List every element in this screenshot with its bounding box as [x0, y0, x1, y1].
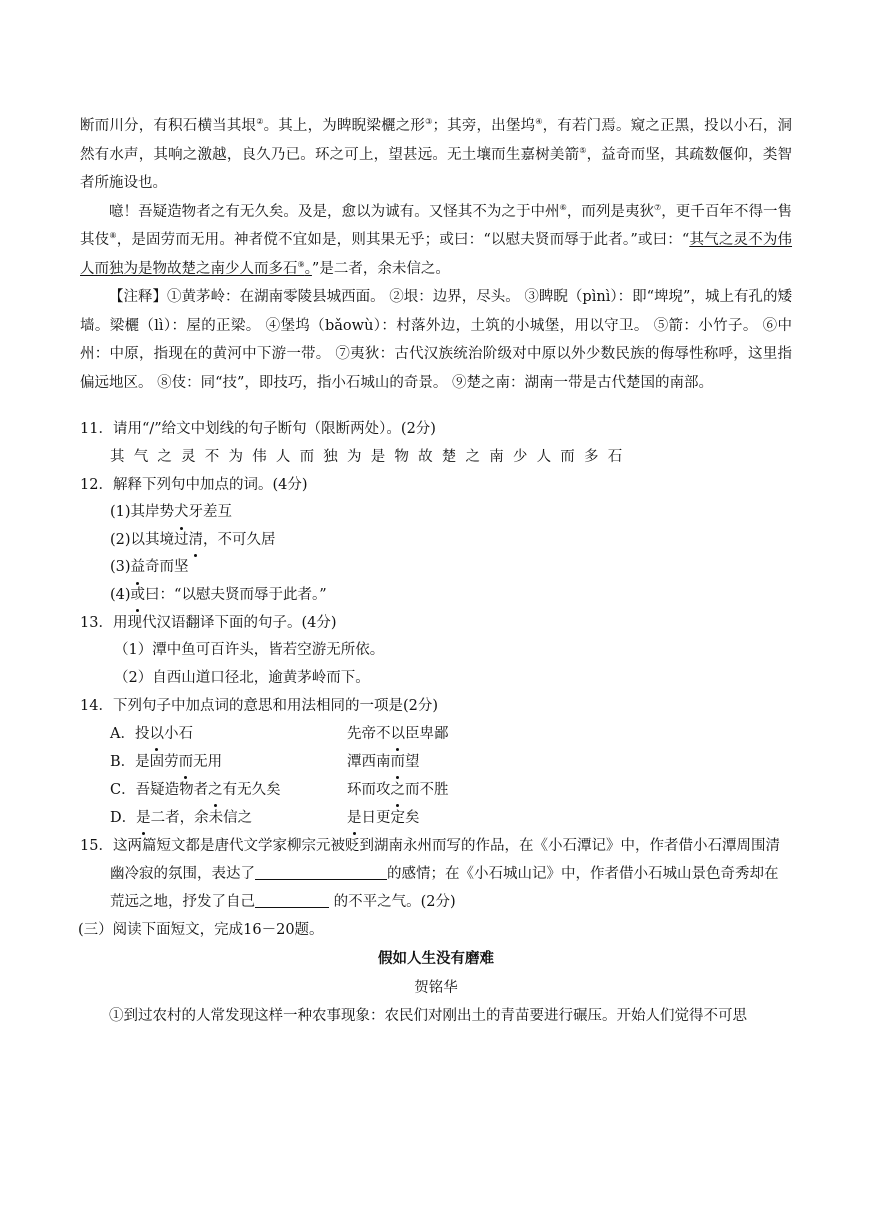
footnote-mark: ⑤: [579, 145, 587, 155]
text: ，而列是夷狄: [566, 203, 655, 220]
option-right: [347, 804, 420, 832]
text: (3): [110, 559, 131, 575]
question-15: [80, 832, 792, 916]
question-14-option-d: [80, 804, 792, 832]
passage-paragraph-2: [80, 198, 792, 284]
text: 日更定矣: [361, 810, 420, 826]
text: 二者，余未信之: [150, 810, 253, 826]
option-left: [110, 720, 347, 748]
text: A．投: [110, 726, 150, 742]
text: 15．这两篇短文都是唐代文学家柳宗元被贬到湖南永州而写的作品，在《小石潭记》中，作者借小石潭周围清幽冷寂的氛围，表达了: [80, 838, 780, 882]
question-11-sentence: 其气之灵不为伟人而独为是物故楚之南少人而多石: [110, 449, 632, 465]
dotted-word: 之: [208, 776, 223, 804]
question-12-item-1: [80, 499, 792, 527]
footnote-mark: ⑧: [109, 231, 117, 241]
text: 臣卑鄙: [405, 726, 449, 742]
text: ，是固劳而无用。神者傥不宜如是，则其果无乎；或曰：“以慰夫贤而辱于此者。”或曰：“: [116, 232, 690, 248]
footnote-mark: ⑨: [297, 259, 305, 269]
question-13-stem: 13．用现代汉语翻译下面的句子。(4分): [80, 615, 337, 631]
text: 潭西南: [347, 754, 391, 770]
question-12-item-2: [80, 527, 792, 555]
footnote-mark: ⑥: [559, 202, 567, 212]
text: 无用: [193, 754, 223, 770]
dotted-word: 以: [149, 720, 164, 748]
answer-blank-2[interactable]: [255, 893, 329, 908]
article-title: 假如人生没有磨难: [378, 950, 494, 967]
option-left: [110, 776, 347, 804]
dotted-word: 或: [131, 582, 146, 610]
text: ”是二者，余未信之。: [311, 260, 450, 277]
article-author: 贺铭华: [414, 980, 458, 996]
text: 环而攻: [347, 782, 391, 798]
question-12-item-3: [80, 554, 792, 582]
dotted-word: 清: [189, 527, 204, 555]
answer-blank-1[interactable]: [255, 865, 387, 880]
question-12-item-4: [80, 582, 792, 610]
text: ；其旁，出堡坞: [432, 118, 536, 134]
text: 曰：“以慰夫贤而辱于此者。”: [145, 586, 327, 603]
text: 牙差互: [188, 504, 233, 520]
question-11-stem: 11．请用“/”给文中划线的句子断句（限断两处）。(2分): [80, 421, 436, 437]
text: 望: [405, 754, 420, 770]
question-14-option-a: [80, 720, 792, 748]
dotted-word: 以: [391, 720, 406, 748]
text: 其气之灵不为伟人而独为是物故楚之南少人而多石: [80, 232, 793, 277]
footnote-mark: ④: [535, 117, 543, 127]
text: ，益奇而坚，其疏数偃仰，类智者所施设也。: [80, 146, 792, 191]
text: 而不胜: [405, 782, 449, 798]
question-14-option-b: [80, 748, 792, 776]
dotted-word: 是: [347, 804, 362, 832]
text: (4): [110, 586, 131, 603]
text: 。: [304, 260, 312, 277]
text: 先帝不: [347, 726, 391, 742]
text: C．吾疑造物者: [110, 782, 209, 798]
option-left: [110, 748, 347, 776]
question-14-stem: 14．下列句子中加点词的意思和用法相同的一项是(2分): [80, 698, 438, 714]
text: 断而川分，有积石横当其垠: [80, 118, 257, 134]
option-left: [110, 804, 347, 832]
dotted-word: 而: [179, 748, 194, 776]
question-13-item-1: （1）潭中鱼可百许头，皆若空游无所依。: [114, 642, 385, 658]
text: 。其上，为睥睨梁欐之形: [263, 118, 426, 134]
footnote-mark: ⑦: [654, 202, 662, 212]
text: D．: [110, 810, 137, 826]
dotted-word: 之: [391, 776, 406, 804]
text: 噫！吾疑造物者之有无久矣。及是，愈以为诚有。又怪其不为之于中州: [109, 203, 560, 220]
text: (1)其岸势: [110, 504, 175, 520]
footnote-mark: ③: [425, 117, 433, 127]
dotted-word: 犬: [174, 499, 189, 527]
text: (2)以其境过: [110, 531, 189, 548]
text: 小石: [163, 726, 193, 742]
question-14-option-c: [80, 776, 792, 804]
text: ，更千百年不得一售其伎: [80, 203, 793, 248]
option-right: [347, 720, 449, 748]
text: 的感情；在《小石城山记》中，作者借小石城山景色奇秀却在荒远之地，抒发了自己: [110, 866, 779, 910]
text: 的不平之气。(2分): [329, 894, 456, 910]
dotted-word: 而: [391, 748, 406, 776]
text: 奇而坚: [145, 559, 189, 575]
footnote-mark: ②: [256, 117, 264, 127]
passage-paragraph-1: [80, 112, 792, 198]
text: ，不可久居: [203, 531, 276, 548]
text: ，有若门焉。窥之正黑，投以小石，洞然有水声，其响之激越，良久乃已。环之可上，望甚远。无土壤而生嘉树美箭: [80, 118, 793, 163]
dotted-word: 益: [131, 554, 146, 582]
article-paragraph-1: ①到过农村的人常发现这样一种农事现象：农民们对刚出土的青苗要进行碾压。开始人们觉得不可思: [109, 1008, 747, 1024]
option-right: [347, 748, 420, 776]
question-13-item-2: （2）自西山道口径北，逾黄茅岭而下。: [114, 669, 370, 686]
document-page: [80, 112, 792, 1031]
question-12-stem: 12．解释下列句中加点的词。(4分): [80, 477, 308, 493]
text: 有无久矣: [222, 782, 281, 798]
option-right: [347, 776, 449, 804]
dotted-word: 是: [136, 804, 151, 832]
section-3-heading: (三）阅读下面短文，完成16－20题。: [78, 922, 324, 938]
text: B．是固劳: [110, 754, 179, 770]
annotation-notes: 【注释】①黄茅岭：在湖南零陵县城西面。 ②垠：边界，尽头。 ③睥睨（pìnì）：即“埤堄”，城上有孔的矮墙。梁欐（lì）：屋的正梁。 ④堡坞（bǎowù）：村落外边，土筑的小城堡，用以守卫。 ⑤箭：小竹子。 ⑥中州：中原，指现在的黄河中下游一带。 ⑦夷狄：古代汉族统治阶级对中原以外少数民族的侮辱性称呼，这里指偏远地区。 ⑧伎：同“技”，即技巧，指小石城山的奇景。 ⑨楚之南：湖南一带是古代楚国的南部。: [80, 289, 792, 391]
